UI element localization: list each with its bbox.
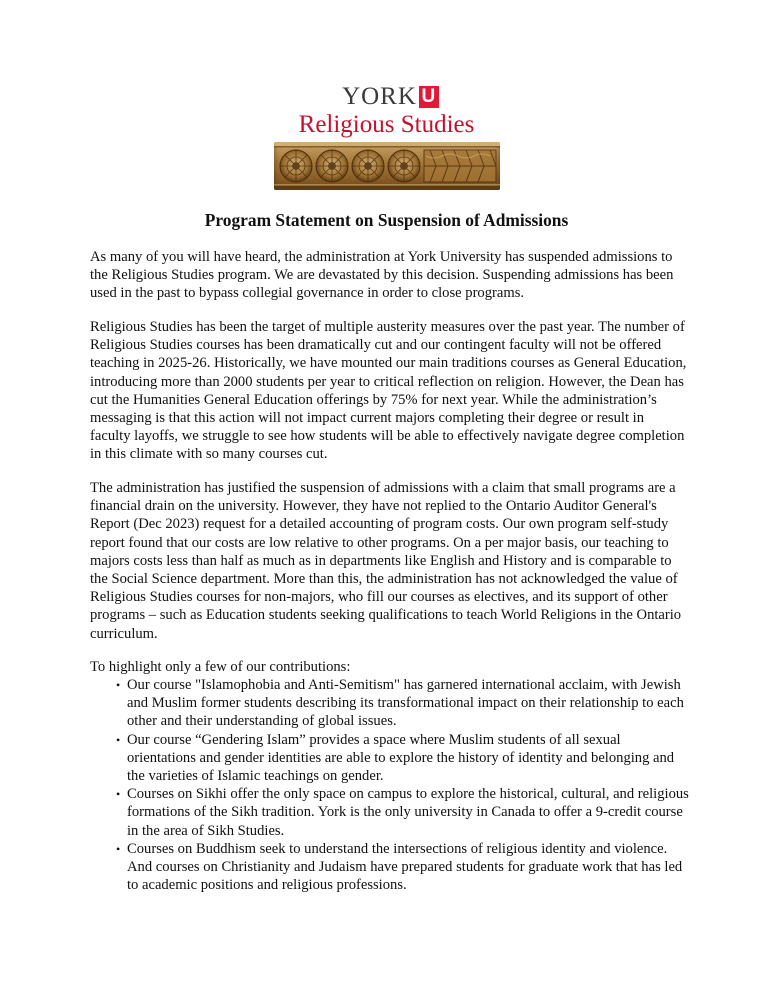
department-name: Religious Studies bbox=[298, 111, 475, 138]
bullet-icon: • bbox=[116, 841, 121, 856]
contributions-list bbox=[90, 676, 690, 894]
bullet-icon: • bbox=[116, 787, 121, 802]
document-title: Program Statement on Suspension of Admissions bbox=[204, 210, 569, 230]
york-wordmark-text: YORK bbox=[342, 83, 417, 110]
paragraph-4-intro: To highlight only a few of our contributions: bbox=[90, 659, 351, 675]
york-u-mark: U bbox=[419, 86, 439, 108]
bullet-icon: • bbox=[116, 732, 121, 747]
list-item bbox=[90, 785, 690, 840]
carved-frieze-image bbox=[274, 142, 500, 190]
list-item-text: Our course "Islamophobia and Anti-Semitism" has garnered international acclaim, with Jewish and Muslim former students describing its transformational impact on their relationship to each other and their understanding of global issues. bbox=[127, 677, 684, 730]
list-item-text: Courses on Buddhism seek to understand the intersections of religious identity and violence. And courses on Christianity and Judaism have prepared students for graduate work that has led to academic positions and religious professions. bbox=[127, 840, 683, 894]
list-item-text: Our course “Gendering Islam” provides a space where Muslim students of all sexual orientations and gender identities are able to explore the history of identity and belonging and the varieties of Islamic teachings on gender. bbox=[127, 731, 675, 785]
list-item bbox=[90, 731, 690, 786]
paragraph-1: As many of you will have heard, the administration at York University has suspended admissions to the Religious Studies program. We are devastated by this decision. Suspending admissions has been used in the past to bypass collegial governance in order to close programs. bbox=[90, 249, 674, 302]
list-item-text: Courses on Sikhi offer the only space on campus to explore the historical, cultural, and religious formations of the Sikh tradition. York is the only university in Canada to offer a 9-credit course in the area of Sikh Studies. bbox=[127, 786, 689, 839]
bullet-icon: • bbox=[116, 678, 121, 692]
paragraph-2: Religious Studies has been the target of multiple austerity measures over the past year. The number of Religious Studies courses has been dramatically cut and our contingent faculty will not be offered teaching in 2025-26. Historically, we have mounted our main traditions courses as General Education, introducing more than 2000 students per year to critical reflection on religion. However, the Dean has cut the Humanities General Education offerings by 75% for next year. While the administration’s messaging is that this action will not impact current majors completing their degree or result in faculty layoffs, we struggle to see how students will be able to effectively navigate degree completion in this climate with so many courses cut. bbox=[90, 319, 687, 463]
york-religious-studies-logo bbox=[0, 84, 773, 139]
list-item bbox=[90, 840, 690, 895]
york-wordmark bbox=[342, 84, 439, 110]
paragraph-3: The administration has justified the suspension of admissions with a claim that small programs are a financial drain on the university. However, they have not replied to the Ontario Auditor General's Report (Dec 2023) request for a detailed accounting of program costs. Our own program self-study report found that our costs are low relative to other programs. On a per major basis, our teaching to majors costs less than half as much as in departments like English and History and is comparable to the Social Science department. More than this, the administration has not acknowledged the value of Religious Studies courses for non-majors, who fill our courses as electives, and its support of other programs – such as Education students seeking qualifications to teach World Religions in the Ontario curriculum. bbox=[90, 480, 682, 642]
list-item bbox=[90, 676, 690, 731]
